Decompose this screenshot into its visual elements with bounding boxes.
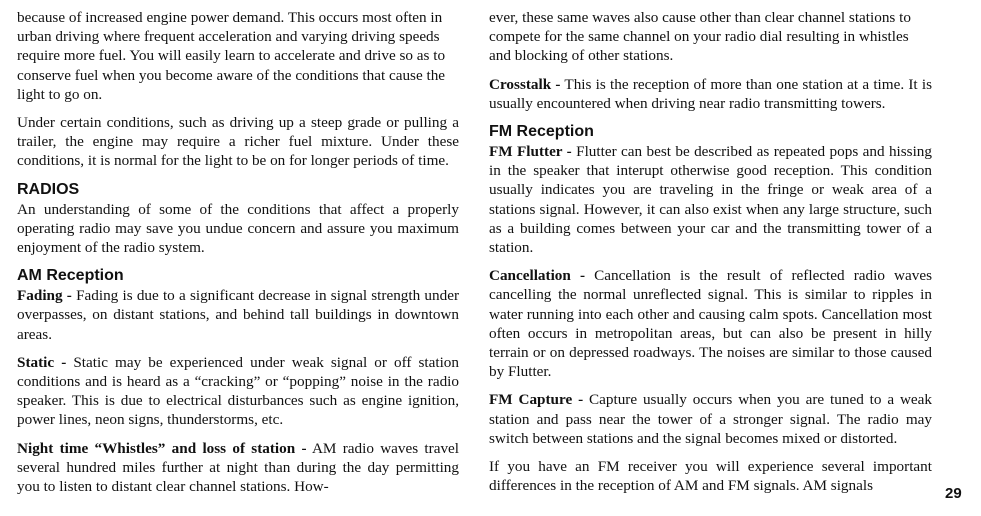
paragraph-richer-mixture: Under certain conditions, such as driving up a steep grade or pulling a trailer, the engine may require a richer fuel mixture. Under these conditions, it is normal for the light to be on for longer periods of time. <box>17 114 459 170</box>
paragraph-radios-intro: An understanding of some of the conditions that affect a properly operating radio may save you undue concern and assure you maximum enjoyment of the radio system. <box>17 200 459 257</box>
term-static: Static - <box>17 353 67 371</box>
heading-fm-reception: FM Reception <box>489 123 594 141</box>
paragraph-fuel-demand: because of increased engine power demand. This occurs most often in urban driving where frequent acceleration and varying driving speeds require more fuel. You will easily learn to accelerate and drive so as to conserve fuel when you become aware of the conditions that cause the light to go on. <box>17 9 446 103</box>
paragraph-fm-receiver: If you have an FM receiver you will experience several important differences in the reception of AM and FM signals. AM signals <box>489 458 932 495</box>
text-night-whistles: AM radio waves travel several hundred miles further at night than during the day permitting you to listen to distant clear channel stations. How- <box>17 439 460 496</box>
paragraph-cancellation <box>489 266 932 381</box>
paragraph-crosstalk <box>489 75 932 113</box>
paragraph-night-whistles <box>17 439 459 497</box>
page-number: 29 <box>945 485 962 502</box>
heading-am-reception: AM Reception <box>17 267 124 285</box>
term-fading: Fading - <box>17 287 72 305</box>
paragraph-continued: ever, these same waves also cause other than clear channel stations to compete for the same channel on your radio dial resulting in whistles and blocking of other stations. <box>489 9 911 65</box>
text-crosstalk: This is the reception of more than one station at a time. It is usually encountered when driving near radio transmitting towers. <box>489 75 932 112</box>
text-static: Static may be experienced under weak signal or off station conditions and is heard as a “cracking” or “popping” noise in the radio speaker. This is due to electrical disturbances such as engine ignition, power lines, neon signs, thunderstorms, etc. <box>17 353 459 429</box>
left-column <box>17 8 459 505</box>
paragraph-fm-flutter <box>489 142 932 257</box>
heading-radios: RADIOS <box>17 180 80 198</box>
paragraph-fading <box>17 286 459 344</box>
term-fm-capture: FM Capture - <box>489 391 584 409</box>
paragraph-fm-capture <box>489 390 932 448</box>
text-fading: Fading is due to a significant decrease in signal strength under overpasses, on distant stations, and behind tall buildings in downtown areas. <box>17 287 459 343</box>
text-cancellation: Cancellation is the result of reflected radio waves cancelling the normal unreflected signal. This is similar to ripples in water running into each other and causing calm spots. Cancellation most often occurs in metropolitan areas, but can also be present in hilly terrain or on depressed roadways. The noises are similar to those caused by Flutter. <box>489 267 932 381</box>
term-fm-flutter: FM Flutter - <box>489 143 572 161</box>
term-night-whistles: Night time “Whistles” and loss of station - <box>17 439 307 457</box>
term-crosstalk: Crosstalk - <box>489 75 561 93</box>
term-cancellation: Cancellation - <box>489 267 586 285</box>
text-fm-flutter: Flutter can best be described as repeated pops and hissing in the speaker that interupt otherwise good reception. This condition usually indicates you are traveling in the fringe or weak area of a stations signal. However, it can also exist when any large structure, such as a building comes between your car and the transmitting tower of a station. <box>489 143 932 257</box>
paragraph-static <box>17 353 459 430</box>
right-column <box>489 8 932 504</box>
text-fm-capture: Capture usually occurs when you are tuned to a weak station and pass near the tower of a stronger signal. The radio may switch between stations and the signal becomes mixed or distorted. <box>489 391 932 447</box>
